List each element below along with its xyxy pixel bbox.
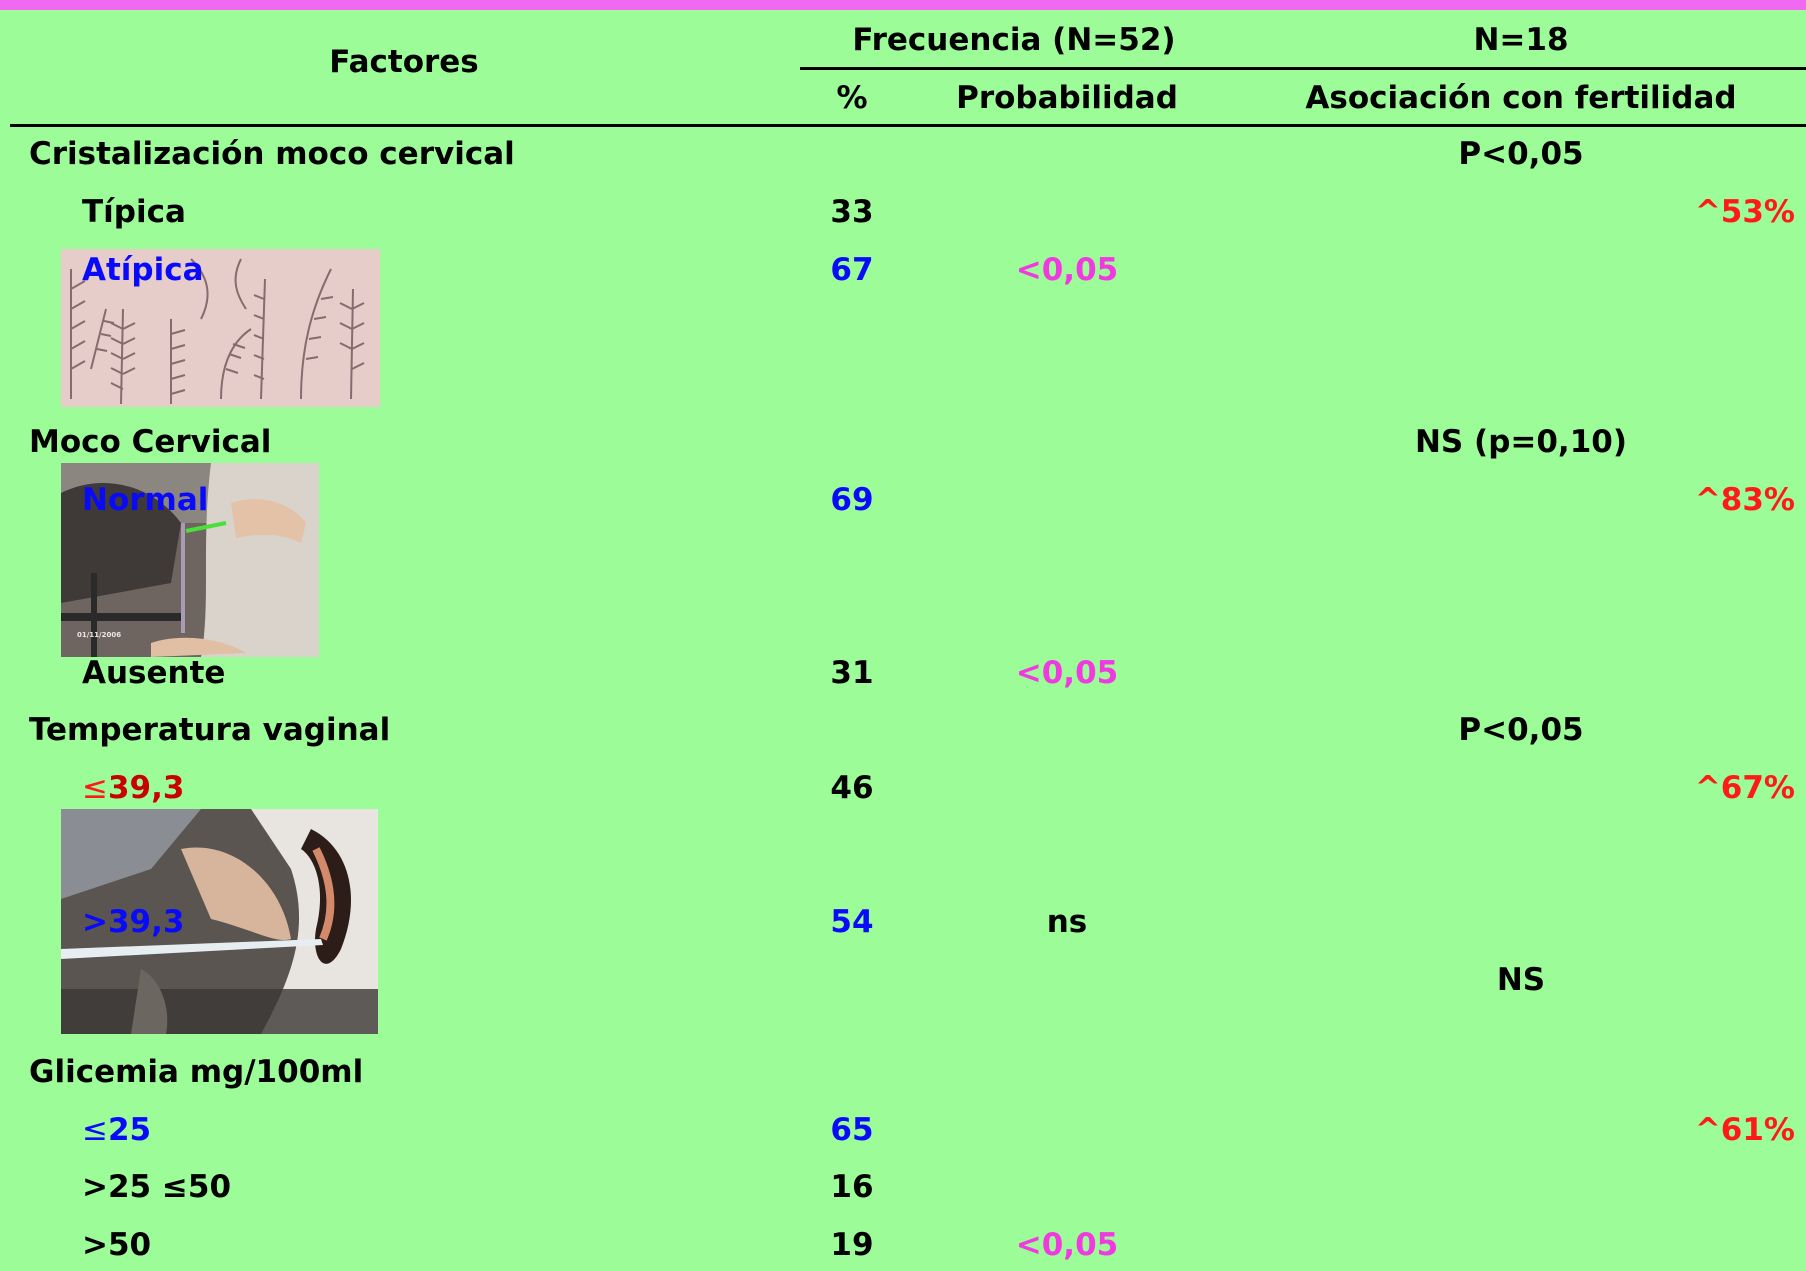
prob-gli-high: <0,05 [1015,1227,1119,1263]
header-frecuencia: Frecuencia (N=52) [852,22,1176,58]
prob-ausente: <0,05 [1015,655,1119,691]
leq-symbol: ≤ [82,1112,108,1148]
pct-temp-low: 46 [830,770,874,806]
pct-gli-low: 65 [830,1112,874,1148]
assoc-cristalizacion: P<0,05 [1458,136,1584,172]
pct-gli-mid: 16 [830,1169,874,1205]
photo-date-stamp: 01/11/2006 [77,631,122,639]
assoc-temperatura-ns: NS [1496,962,1546,998]
label-atipica: Atípica [82,252,204,288]
label-tipica: Típica [82,194,186,230]
fert-gli-low: ^61% [1694,1112,1795,1148]
section-title-moco: Moco Cervical [29,424,272,460]
top-accent-bar [0,0,1806,10]
header-factores: Factores [329,44,479,80]
fert-temp-low: ^67% [1694,770,1795,806]
label-temp-high: >39,3 [82,904,185,940]
fert-tipica: ^53% [1694,194,1795,230]
label-gli-low [82,1112,151,1148]
pct-temp-high: 54 [830,904,874,940]
section-title-glicemia: Glicemia mg/100ml [29,1054,364,1090]
label-ausente: Ausente [82,655,226,691]
pct-ausente: 31 [830,655,874,691]
leq-symbol: ≤ [82,770,108,806]
pct-atipica: 67 [830,252,874,288]
assoc-temperatura: P<0,05 [1458,712,1584,748]
fert-normal: ^83% [1694,482,1795,518]
header-probabilidad: Probabilidad [956,80,1178,116]
pct-normal: 69 [830,482,874,518]
header-asociacion: Asociación con fertilidad [1305,80,1737,116]
prob-temp-high: ns [1046,904,1088,940]
section-title-cristalizacion: Cristalización moco cervical [29,136,515,172]
header-percent: % [836,80,868,116]
label-gli-mid: >25 ≤50 [82,1169,232,1205]
header-subrule [800,67,1806,70]
pct-gli-high: 19 [830,1227,874,1263]
pct-tipica: 33 [830,194,874,230]
temp-low-value: 39,3 [107,770,185,806]
section-title-temperatura: Temperatura vaginal [29,712,391,748]
label-normal: Normal [82,482,209,518]
label-gli-high: >50 [82,1227,152,1263]
prob-atipica: <0,05 [1015,252,1119,288]
label-temp-low [82,770,184,806]
header-rule [10,124,1806,127]
assoc-moco: NS (p=0,10) [1414,424,1628,460]
header-n18: N=18 [1473,22,1569,58]
gli-low-value: 25 [107,1112,152,1148]
